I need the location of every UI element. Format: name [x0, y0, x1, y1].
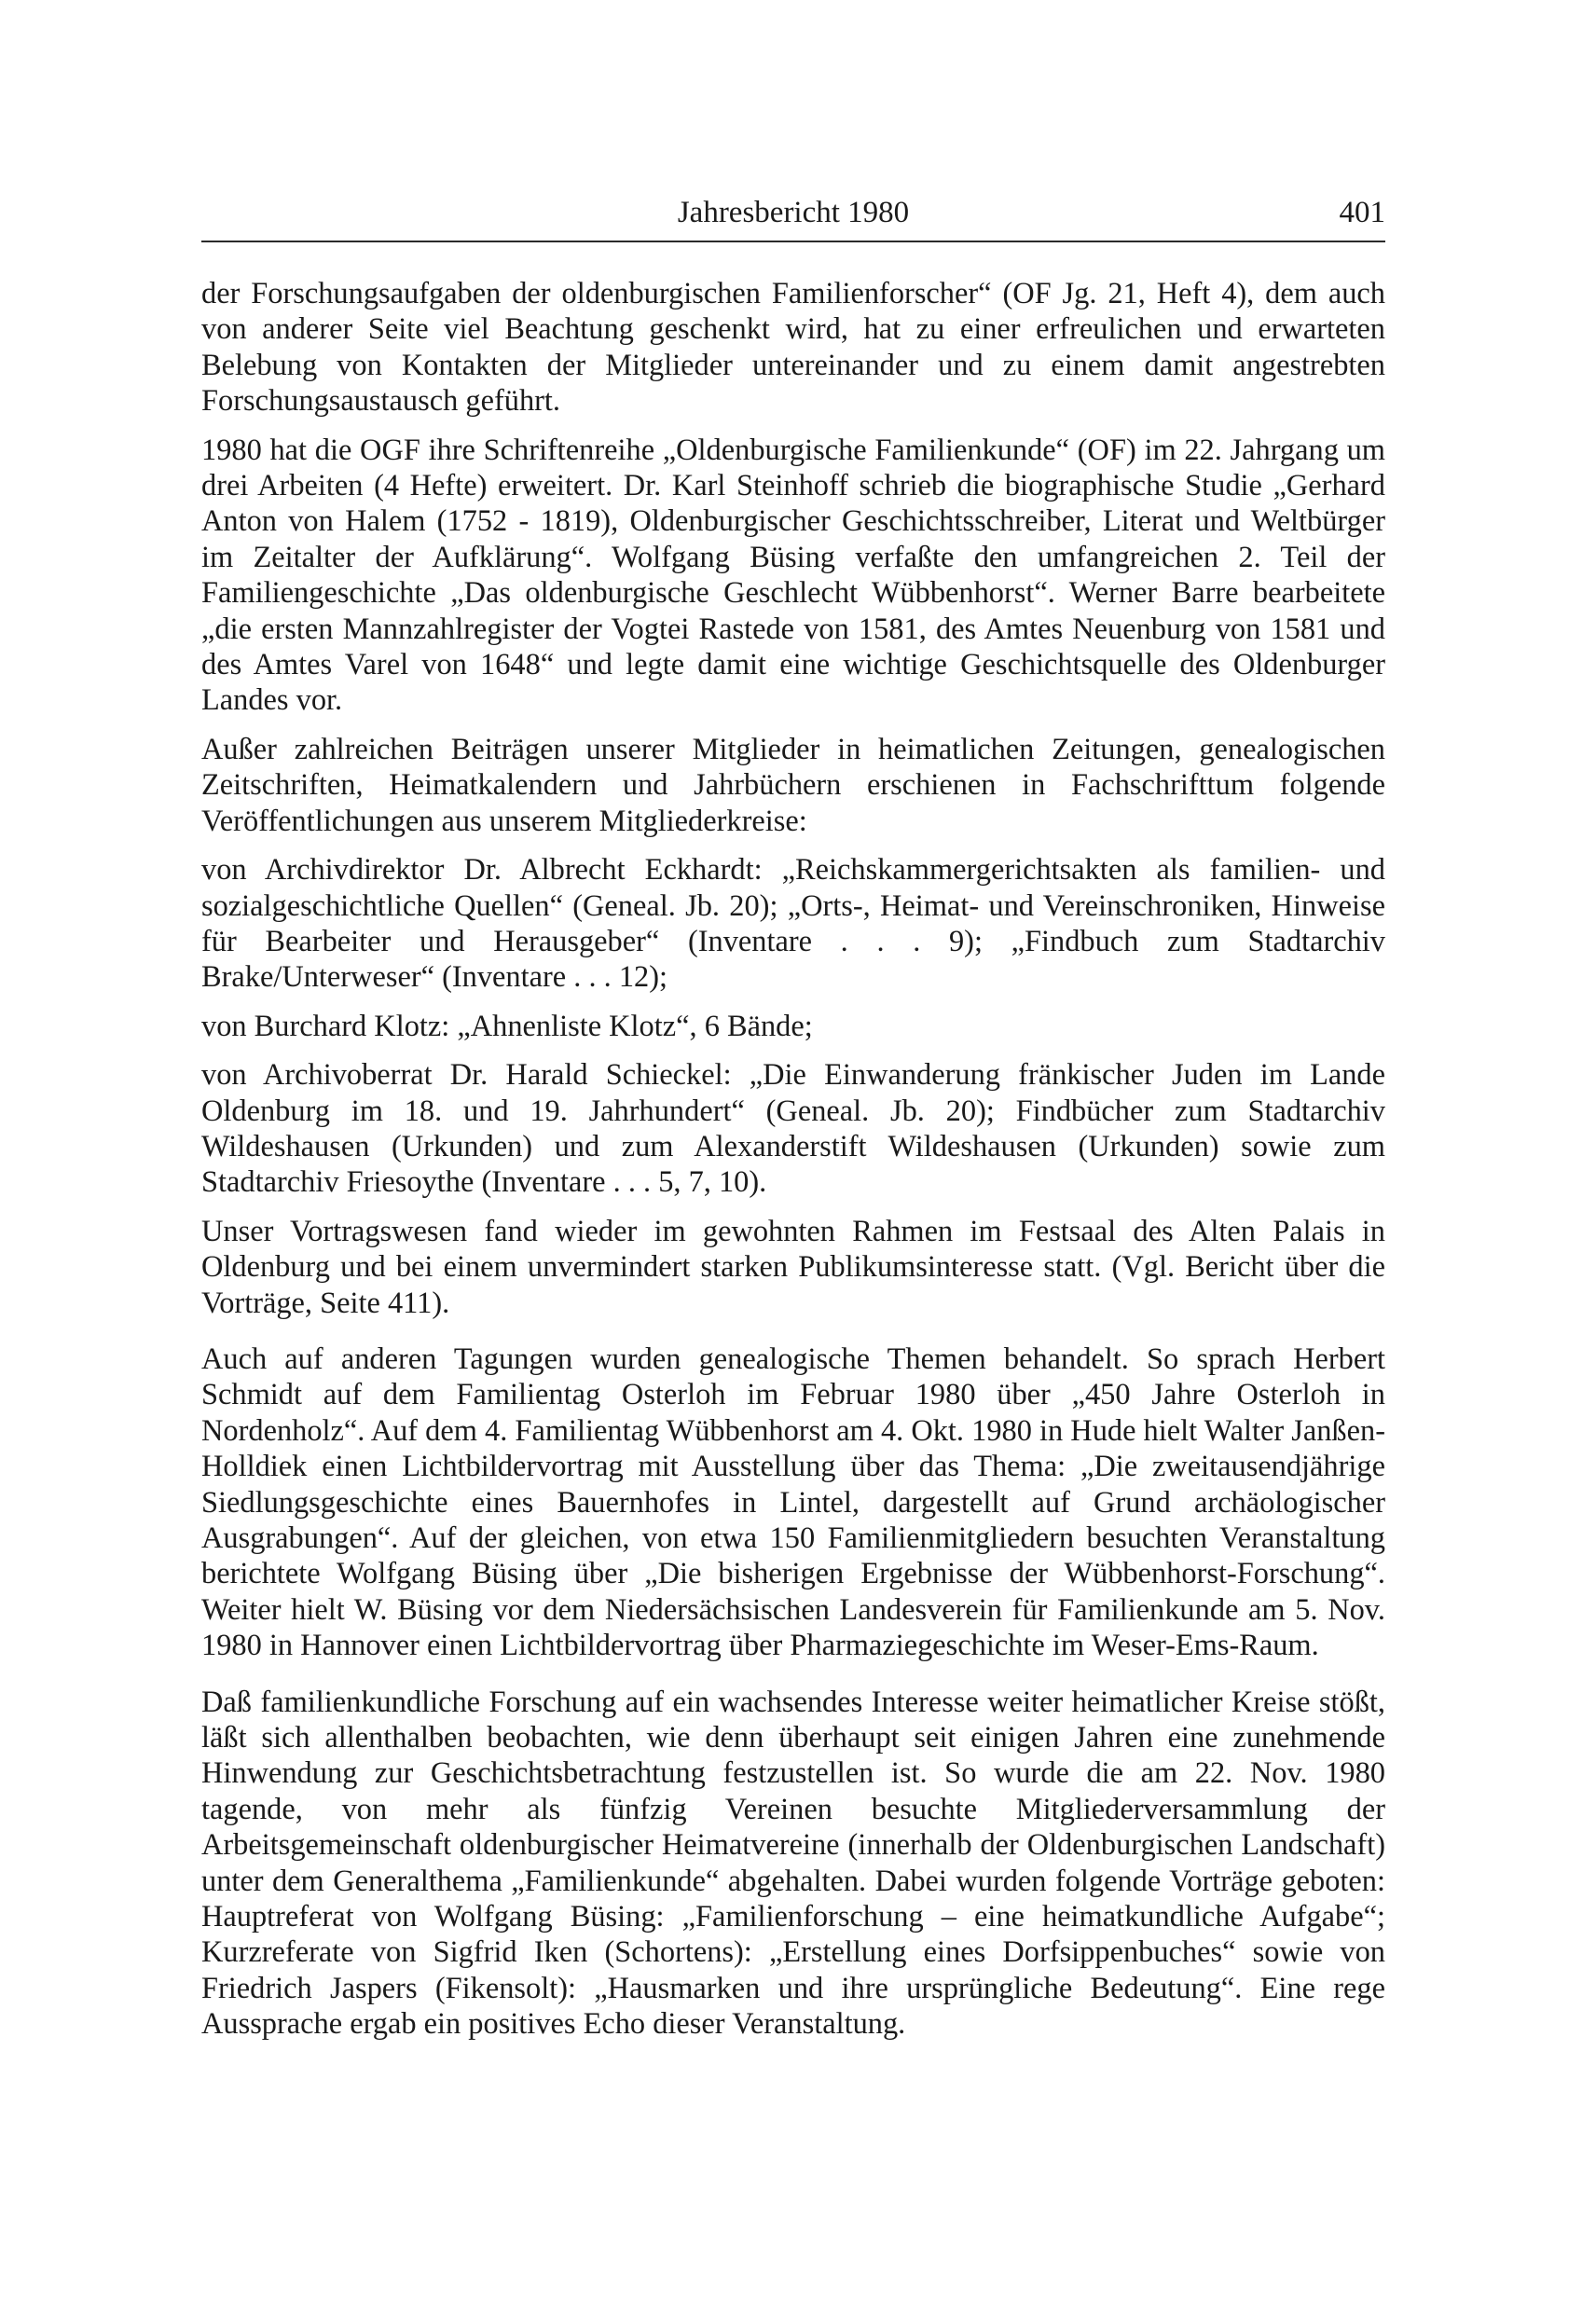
paragraph-continuation: der Forschungsaufgaben der oldenburgischen Familienforscher“ (OF Jg. 21, Heft 4), dem auch von anderer Seite viel Beachtung geschenkt wird, hat zu einer erfreulichen und erwarteten Belebung von Kontakten der Mitglieder untereinander und zu einem damit angestrebten Forschungsaustausch geführt.	[201, 277, 1385, 419]
paragraph-eckhardt: von Archivdirektor Dr. Albrecht Eckhardt: „Reichskammergerichtsakten als familien- und sozialgeschichtliche Quellen“ (Geneal. Jb. 20); „Orts-, Heimat- und Vereinschroniken, Hinweise für Bearbeiter und Herausgeber“ (Inventare . . . 9); „Findbuch zum Stadtarchiv Brake/Unterweser“ (Inventare . . . 12);	[201, 853, 1385, 995]
page-number: 401	[1339, 196, 1385, 229]
paragraph-lectures: Unser Vortragswesen fand wieder im gewohnten Rahmen im Festsaal des Alten Palais in Oldenburg und bei einem unvermindert starken Publikumsinteresse statt. (Vgl. Bericht über die Vorträge, Seite 411).	[201, 1214, 1385, 1320]
paragraph-klotz: von Burchard Klotz: „Ahnenliste Klotz“, 6 Bände;	[201, 1009, 813, 1043]
paragraph-schieckel: von Archivoberrat Dr. Harald Schieckel: „Die Einwanderung fränkischer Juden im Lande Oldenburg im 18. und 19. Jahrhundert“ (Geneal. Jb. 20); Findbücher zum Stadtarchiv Wildeshausen (Urkunden) und zum Alexanderstift Wildeshausen (Urkunden) sowie zum Stadtarchiv Friesoythe (Inventare . . . 5, 7, 10).	[201, 1058, 1385, 1200]
body-text	[201, 276, 1385, 2056]
paragraph-member-contributions: Außer zahlreichen Beiträgen unserer Mitglieder in heimatlichen Zeitungen, genealogischen Zeitschriften, Heimatkalendern und Jahrbüchern erschienen in Fachschrifttum folgende Veröffentlichungen aus unserem Mitgliederkreise:	[201, 732, 1385, 838]
paragraph-other-meetings: Auch auf anderen Tagungen wurden genealogische Themen behandelt. So sprach Herbert Schmidt auf dem Familientag Osterloh im Februar 1980 über „450 Jahre Osterloh in Nordenholz“. Auf dem 4. Familientag Wübbenhorst am 4. Okt. 1980 in Hude hielt Walter Janßen-Holldiek einen Lichtbildervortrag mit Ausstellung über das Thema: „Die zweitausendjährige Siedlungsgeschichte eines Bauernhofes in Lintel, dargestellt auf Grund archäologischer Ausgrabungen“. Auf der gleichen, von etwa 150 Familienmitgliedern besuchten Veranstaltung berichtete Wolfgang Büsing über „Die bisherigen Ergebnisse der Wübbenhorst-Forschung“. Weiter hielt W. Büsing vor dem Niedersächsischen Landesverein für Familienkunde am 5. Nov. 1980 in Hannover einen Lichtbildervortrag über Pharmaziegeschichte im Weser-Ems-Raum.	[201, 1342, 1385, 1663]
paragraph-interest: Daß familienkundliche Forschung auf ein wachsendes Interesse weiter heimatlicher Kreise stößt, läßt sich allenthalben beobachten, wie denn überhaupt seit einigen Jahren eine zunehmende Hinwendung zur Geschichtsbetrachtung festzustellen ist. So wurde die am 22. Nov. 1980 tagende, von mehr als fünfzig Vereinen besuchte Mitgliederversammlung der Arbeitsgemeinschaft oldenburgischer Heimatvereine (innerhalb der Oldenburgischen Landschaft) unter dem Generalthema „Familienkunde“ abgehalten. Dabei wurden folgende Vorträge geboten: Hauptreferat von Wolfgang Büsing: „Familienforschung – eine heimatkundliche Aufgabe“; Kurzreferate von Sigfrid Iken (Schortens): „Erstellung eines Dorfsippenbuches“ sowie von Friedrich Jaspers (Fikensolt): „Hausmarken und ihre ursprüngliche Bedeutung“. Eine rege Aussprache ergab ein positives Echo dieser Veranstaltung.	[201, 1685, 1385, 2042]
header-rule	[201, 241, 1385, 242]
header-title: Jahresbericht 1980	[677, 196, 910, 229]
running-header	[201, 190, 1385, 239]
paragraph-publications-of: 1980 hat die OGF ihre Schriftenreihe „Oldenburgische Familienkunde“ (OF) im 22. Jahrgang um drei Arbeiten (4 Hefte) erweitert. Dr. Karl Steinhoff schrieb die biographische Studie „Gerhard Anton von Halem (1752 - 1819), Oldenburgischer Geschichtsschreiber, Literat und Weltbürger im Zeitalter der Aufklärung“. Wolfgang Büsing verfaßte den umfangreichen 2. Teil der Familiengeschichte „Das oldenburgische Geschlecht Wübbenhorst“. Werner Barre bearbeitete „die ersten Mannzahlregister der Vogtei Rastede von 1581, des Amtes Neuenburg von 1581 und des Amtes Varel von 1648“ und legte damit eine wichtige Geschichtsquelle des Oldenburger Landes vor.	[201, 433, 1385, 718]
